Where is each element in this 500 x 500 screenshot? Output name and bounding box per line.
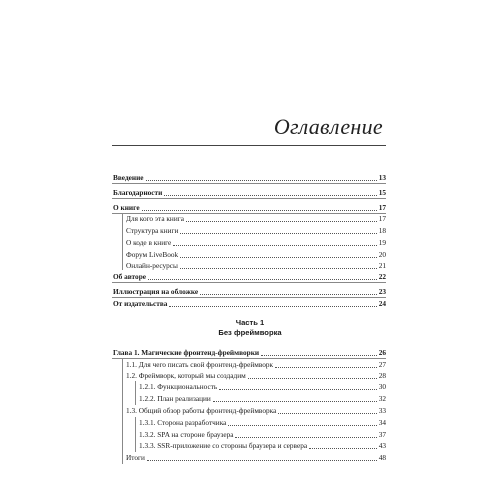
- toc-entry-page: 48: [378, 453, 386, 462]
- part-name: Без фреймворка: [218, 328, 282, 337]
- dot-leader: [309, 448, 377, 449]
- dot-leader: [186, 221, 377, 222]
- dot-leader: [173, 245, 376, 246]
- toc-entry-page: 23: [378, 287, 386, 296]
- dot-leader: [228, 425, 376, 426]
- toc-entry-title: 1.3.2. SPA на стороне браузера: [139, 430, 234, 439]
- toc-entry-title: 1.2. Фреймворк, который мы создадим: [126, 371, 246, 380]
- toc-entry-title: Структура книги: [126, 226, 179, 235]
- toc-entry-title: 1.1. Для чего писать свой фронтенд-фреймворк: [126, 360, 274, 369]
- toc-entry-page: 21: [378, 261, 386, 270]
- dot-leader: [261, 355, 377, 356]
- section-rule: [112, 358, 386, 359]
- toc-entry[interactable]: [0, 298, 500, 310]
- dot-leader: [147, 460, 377, 461]
- toc-entry-page: 15: [378, 188, 386, 197]
- toc-entry[interactable]: [0, 417, 500, 429]
- toc-entry[interactable]: [0, 452, 500, 464]
- dot-leader: [180, 233, 376, 234]
- toc-entry-title: Онлайн-ресурсы: [126, 261, 178, 270]
- toc-entry-page: 19: [378, 238, 386, 247]
- dot-leader: [219, 389, 376, 390]
- toc-entry-title: 1.3.1. Сторона разработчика: [139, 418, 227, 427]
- indent-rule: [122, 359, 123, 464]
- toc-entry-title: О коде в книге: [126, 238, 172, 247]
- section-rule: [112, 297, 386, 298]
- toc-entry-page: 26: [378, 348, 386, 357]
- title-rule: [112, 145, 386, 146]
- dot-leader: [275, 367, 377, 368]
- section-rule: [112, 282, 386, 283]
- toc-entry-title: 1.2.1. Функциональность: [139, 382, 218, 391]
- toc-entry-title: 1.3. Общий обзор работы фронтенд-фреймворка: [126, 406, 277, 415]
- toc-entry-title: Иллюстрация на обложке: [113, 287, 199, 296]
- section-rule: [112, 198, 386, 199]
- toc-entry-page: 13: [378, 173, 386, 182]
- dot-leader: [180, 257, 377, 258]
- toc-entry-page: 17: [378, 214, 386, 223]
- toc-entry-title: Глава 1. Магические фронтенд-фреймворки: [113, 348, 260, 357]
- dot-leader: [200, 294, 377, 295]
- dot-leader: [148, 279, 377, 280]
- toc-entry-title: О книге: [113, 203, 140, 212]
- toc-entry[interactable]: [0, 393, 500, 405]
- toc-entry-page: 37: [378, 430, 386, 439]
- dot-leader: [169, 306, 376, 307]
- toc-entry-page: 27: [378, 360, 386, 369]
- indent-rule: [122, 214, 123, 270]
- toc-entry-page: 43: [378, 441, 386, 450]
- dot-leader: [146, 180, 377, 181]
- toc-entry-page: 30: [378, 382, 386, 391]
- toc-entry[interactable]: [0, 440, 500, 452]
- toc-entry-title: Форум LiveBook: [126, 250, 179, 259]
- indent-rule: [135, 417, 136, 452]
- toc-entry-page: 24: [378, 299, 386, 308]
- toc-entry[interactable]: [0, 381, 500, 393]
- section-rule: [112, 183, 386, 184]
- dot-leader: [180, 268, 377, 269]
- page-title: Оглавление: [273, 114, 383, 139]
- dot-leader: [142, 210, 377, 211]
- toc-entry-page: 34: [378, 418, 386, 427]
- toc-entry-title: Итоги: [126, 453, 145, 462]
- dot-leader: [278, 413, 376, 414]
- part-label: Часть 1: [235, 318, 265, 327]
- toc-entry[interactable]: [0, 225, 500, 237]
- toc-entry-page: 22: [378, 272, 386, 281]
- toc-entry-title: 1.3.3. SSR-приложение со стороны браузера и сервера: [139, 441, 308, 450]
- toc-entry-page: 33: [378, 406, 386, 415]
- dot-leader: [164, 195, 376, 196]
- toc-entry[interactable]: [0, 213, 500, 225]
- toc-entry-page: 32: [378, 394, 386, 403]
- toc-entry-title: Введение: [113, 173, 144, 182]
- toc-entry-title: От издательства: [113, 299, 168, 308]
- toc-entry-title: Благодарности: [113, 188, 163, 197]
- toc-entry[interactable]: [0, 237, 500, 249]
- dot-leader: [235, 437, 376, 438]
- toc-entry[interactable]: [0, 405, 500, 417]
- toc-entry-title: Об авторе: [113, 272, 146, 281]
- toc-entry-page: 28: [378, 371, 386, 380]
- toc-entry-page: 18: [378, 226, 386, 235]
- dot-leader: [213, 401, 377, 402]
- indent-rule: [135, 381, 136, 405]
- toc-entry-title: 1.2.2. План реализации: [139, 394, 211, 403]
- section-rule: [112, 213, 386, 214]
- dot-leader: [248, 378, 377, 379]
- toc-entry-title: Для кого эта книга: [126, 214, 184, 223]
- toc-entry-page: 20: [378, 250, 386, 259]
- toc-entry-page: 17: [378, 203, 386, 212]
